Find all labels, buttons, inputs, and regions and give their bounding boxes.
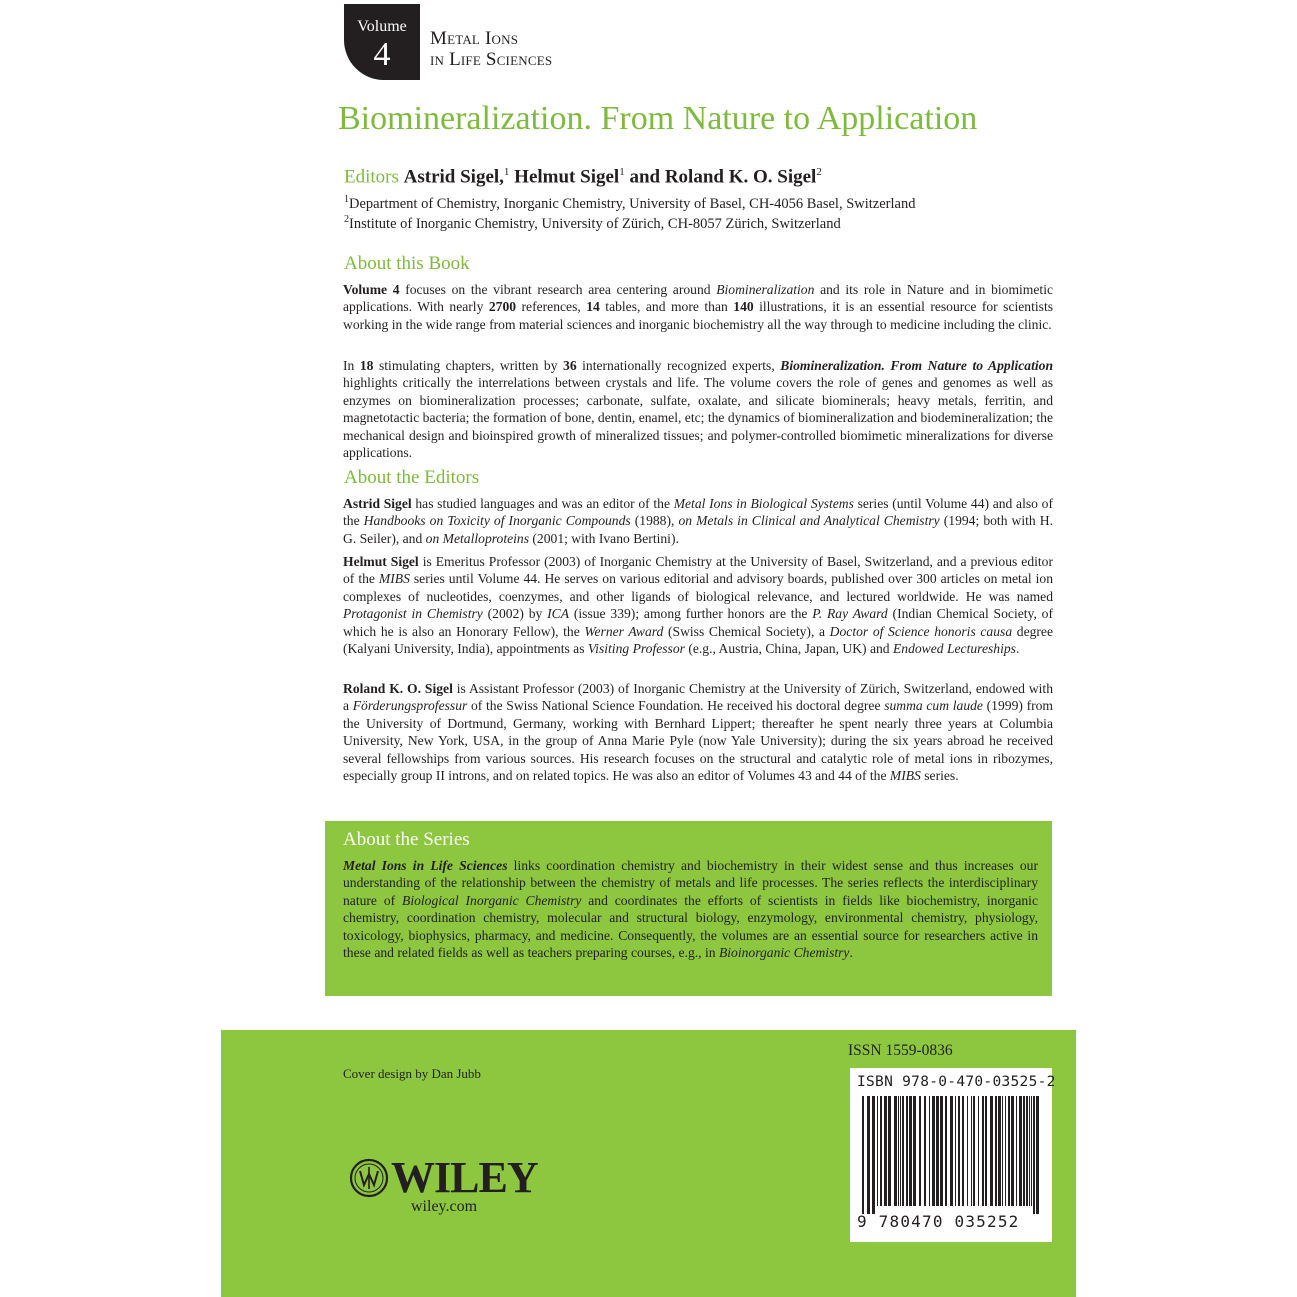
- text-run: on Metals in Clinical and Analytical Chemistry: [678, 513, 940, 529]
- text-run: 18: [359, 358, 374, 373]
- barcode-bar: [902, 1096, 904, 1206]
- text-run: MIBS: [378, 571, 410, 587]
- barcode-bar: [1008, 1096, 1010, 1206]
- text-run: highlights critically the interrelations between crystals and life. The volume covers the role of genes and genomes as well as enzymes on biomineralization processes; carbonate, sulfate, oxalate, and silicate biominerals; heavy metals, ferritin, and magnetotactic bacteria; the formation of bone, dentin, enamel, etc; the dynamics of biomineralization and biodemineralization; the mechanical design and bioinspired growth of mineralized tissues; and polymer-controlled biomimetic mineralizations for diverse applications.: [343, 375, 1053, 461]
- about-book-paragraph-1: [343, 281, 1053, 333]
- issn-number: ISSN 1559-0836: [848, 1042, 953, 1059]
- affiliation-2: [344, 214, 841, 233]
- barcode-bar: [1002, 1096, 1003, 1206]
- barcode-bar: [884, 1096, 887, 1206]
- volume-number: 4: [373, 36, 391, 73]
- text-run: Endowed Lectureships: [892, 641, 1016, 657]
- isbn-barcode-panel: [850, 1068, 1056, 1242]
- barcode-bar: [985, 1096, 987, 1206]
- isbn-label: ISBN 978-0-470-03525-2: [857, 1074, 1056, 1090]
- text-run: 2700: [488, 299, 517, 315]
- text-run: stimulating chapters, written by: [373, 358, 564, 373]
- barcode-bar: [1016, 1096, 1017, 1206]
- text-run: Visiting Professor: [587, 641, 685, 657]
- text-run: Protagonist in Chemistry: [343, 606, 483, 622]
- text-run: .: [1015, 641, 1020, 657]
- text-run: illustrations, it is an essential resource for scientists working in the wide range from material sciences and inorganic biochemistry all the way through to medicine including the clinic.: [343, 299, 1054, 332]
- text-run: P. Ray Award: [812, 606, 888, 622]
- barcode-bar: [1026, 1096, 1028, 1206]
- barcode-bar: [962, 1096, 964, 1206]
- barcode-bar: [900, 1096, 901, 1206]
- text-run: series (until Volume 44) and also of the: [343, 496, 1053, 529]
- barcode-bar: [1033, 1096, 1035, 1214]
- affiliation-text: Department of Chemistry, Inorganic Chemistry, University of Basel, CH-4056 Basel, Switzerland: [349, 195, 916, 212]
- text-run: 14: [586, 299, 600, 315]
- barcode-bar: [880, 1096, 882, 1206]
- publisher-url: wiley.com: [411, 1198, 478, 1215]
- barcode-bar: [898, 1096, 899, 1206]
- barcode-bar: [936, 1096, 939, 1206]
- affiliation-mark: 1: [344, 194, 349, 205]
- text-run: references,: [516, 299, 587, 315]
- book-title: Biomineralization. From Nature to Application: [338, 100, 978, 137]
- about-editors-heading: About the Editors: [344, 467, 480, 488]
- barcode-bar: [894, 1096, 897, 1206]
- barcode-bar: [913, 1096, 916, 1206]
- barcode-bar: [967, 1096, 968, 1206]
- text-run: tables, and more than: [599, 299, 734, 315]
- text-run: summa cum laude: [884, 698, 983, 714]
- series-name-line2: in Life Sciences: [430, 49, 553, 70]
- about-series-paragraph: [343, 857, 1038, 961]
- barcode-bar: [971, 1096, 972, 1206]
- barcode-bar: [1036, 1096, 1039, 1214]
- barcode-bar: [995, 1096, 997, 1206]
- text-run: Biological Inorganic Chemistry: [402, 892, 582, 908]
- text-run: and coordinates the efforts of scientists in fields like biochemistry, inorganic chemistry, coordination chemistry, molecular and structural biology, enzymology, environmental chemistry, physiology, toxicology, biophysics, pharmacy, and medicine. Consequently, the volumes are an essential source for researchers active in these and related fields as well as teachers preparing courses, e.g., in: [343, 892, 1038, 961]
- barcode-bar: [1019, 1096, 1022, 1206]
- text-run: In: [343, 358, 360, 373]
- text-run: (Swiss Chemical Society), a: [663, 623, 830, 639]
- publisher-wordmark: WILEY: [391, 1153, 538, 1202]
- text-run: series.: [920, 768, 959, 784]
- text-run: (e.g., Austria, China, Japan, UK) and: [684, 641, 893, 657]
- text-run: has studied languages and was an editor of the: [411, 496, 674, 511]
- about-book-heading: About this Book: [344, 253, 470, 274]
- text-run: (issue 339); among further honors are the: [569, 606, 813, 622]
- text-run: 140: [733, 299, 754, 315]
- series-name: [430, 28, 552, 70]
- barcode-bar: [940, 1096, 943, 1206]
- barcode-bar: [955, 1096, 956, 1206]
- barcode-bar: [862, 1096, 864, 1214]
- text-run: (2001; with Ivano Bertini).: [529, 530, 679, 546]
- text-run: internationally recognized experts,: [576, 358, 781, 373]
- text-run: Volume 4: [343, 282, 400, 297]
- barcode-bar: [924, 1096, 926, 1206]
- text-run: Förderungsprofessur: [352, 698, 468, 714]
- text-run: ICA: [547, 606, 570, 622]
- wiley-seal-icon: [349, 1158, 389, 1198]
- text-run: Bioinorganic Chemistry: [718, 945, 850, 961]
- about-editors-paragraph-2: [343, 553, 1053, 657]
- editor-affil-mark: 2: [816, 166, 822, 178]
- text-run: .: [849, 945, 853, 961]
- about-editors-paragraph-1: [343, 495, 1053, 547]
- barcode-bar: [978, 1096, 979, 1206]
- cover-design-credit: Cover design by Dan Jubb: [343, 1066, 481, 1081]
- barcode-bar: [867, 1096, 870, 1214]
- editors-label: Editors: [344, 166, 399, 188]
- volume-label: Volume: [357, 18, 407, 35]
- text-run: Metal Ions in Life Sciences: [343, 858, 508, 873]
- text-run: Handbooks on Toxicity of Inorganic Compounds: [363, 513, 631, 529]
- publisher-logo: [349, 1153, 538, 1226]
- barcode-bar: [932, 1096, 935, 1206]
- text-run: degree (Kalyani University, India), appointments as: [343, 623, 1053, 657]
- barcode-digits: 9 780470 035252: [857, 1212, 1020, 1231]
- text-run: of the Swiss National Science Foundation. He received his doctoral degree: [467, 698, 885, 714]
- text-run: focuses on the vibrant research area centering around: [399, 282, 717, 297]
- text-run: Doctor of Science honoris causa: [829, 623, 1013, 639]
- about-series-heading: About the Series: [343, 829, 470, 850]
- volume-badge: [344, 4, 420, 80]
- text-run: on Metalloproteins: [425, 530, 529, 546]
- text-run: Roland K. O. Sigel: [343, 681, 453, 696]
- barcode-bar: [958, 1096, 960, 1206]
- text-run: Metal Ions in Biological Systems: [673, 496, 854, 511]
- editor-name: Astrid Sigel,: [403, 166, 504, 188]
- text-run: (1994; both with H. G. Seiler), and: [343, 513, 1053, 546]
- barcode-bar: [990, 1096, 993, 1206]
- text-run: (2002) by: [482, 606, 548, 622]
- about-editors-paragraph-3: [343, 680, 1053, 784]
- text-run: (1988),: [630, 513, 679, 529]
- text-run: series until Volume 44. He serves on various editorial and advisory boards, published over 300 articles on metal ion complexes of nucleotides, coenzymes, and other ligands of biological relevance, and lectured worldwide. He was named: [343, 571, 1053, 604]
- barcode-bar: [919, 1096, 921, 1206]
- barcode-bar: [945, 1096, 947, 1206]
- barcode-bar: [1029, 1096, 1030, 1206]
- barcode-bar: [982, 1096, 984, 1206]
- text-run: MIBS: [889, 768, 921, 784]
- text-run: links coordination chemistry and biochemistry in their widest sense and thus increases our understanding of the relationship between the chemistry of metals and life processes. The series reflects the interdisciplinary nature of: [343, 858, 1038, 908]
- about-book-paragraph-2: [343, 357, 1053, 461]
- editor-affil-mark: 1: [503, 166, 510, 178]
- text-run: 36: [563, 358, 577, 373]
- text-run: (Indian Chemical Society, of which he is also an Honorary Fellow), the: [343, 606, 1053, 639]
- barcode-bar: [909, 1096, 912, 1206]
- barcode-bar: [973, 1096, 975, 1206]
- about-series-box: [325, 821, 1052, 996]
- text-run: Werner Award: [584, 623, 664, 639]
- editor-name: Helmut Sigel: [514, 166, 620, 188]
- barcode-bar: [1011, 1096, 1014, 1206]
- barcode-bar: [998, 1096, 1001, 1206]
- text-run: (1999) from the University of Dortmund, Germany, working with Bernhard Lippert; thereafter he spent nearly three years at Columbia University, New York, USA, in the group of Anna Marie Pyle (now Yale University); during the six years abroad he received several fellowships from various sources. His research focuses on the structural and catalytic role of metal ions in ribozymes, especially group II introns, and on related topics. He was also an editor of Volumes 43 and 44 of the: [343, 698, 1054, 784]
- text-run: Astrid Sigel: [343, 496, 412, 511]
- text-run: is Emeritus Professor (2003) of Inorganic Chemistry at the University of Basel, Switzerland, and a previous editor of the: [343, 554, 1053, 587]
- text-run: Biomineralization: [716, 282, 815, 297]
- barcode-bar: [877, 1096, 878, 1206]
- barcode-bar: [1031, 1096, 1032, 1206]
- barcode-bar: [872, 1096, 875, 1214]
- editor-affil-mark: 1: [619, 166, 625, 178]
- affiliation-1: [344, 194, 915, 213]
- barcode-bar: [950, 1096, 953, 1206]
- barcode-bar: [888, 1096, 891, 1206]
- barcode-bar: [1005, 1096, 1006, 1206]
- barcode-icon: [858, 1096, 1044, 1214]
- text-run: is Assistant Professor (2003) of Inorganic Chemistry at the University of Zürich, Switzerland, endowed with a: [343, 681, 1053, 714]
- footer-band: [221, 1030, 1076, 1297]
- affiliation-mark: 2: [344, 214, 349, 225]
- affiliation-text: Institute of Inorganic Chemistry, University of Zürich, CH-8057 Zürich, Switzerland: [349, 215, 841, 232]
- text-run: and its role in Nature and in biomimetic applications. With nearly: [343, 282, 1053, 315]
- text-run: Biomineralization. From Nature to Application: [780, 358, 1053, 373]
- barcode-bar: [1023, 1096, 1025, 1206]
- text-run: Helmut Sigel: [343, 554, 419, 569]
- barcode-bar: [906, 1096, 908, 1206]
- editor-name: and Roland K. O. Sigel: [629, 166, 817, 188]
- series-name-line1: Metal Ions: [430, 28, 519, 49]
- barcode-bar: [929, 1096, 930, 1206]
- editors-line: [344, 166, 822, 188]
